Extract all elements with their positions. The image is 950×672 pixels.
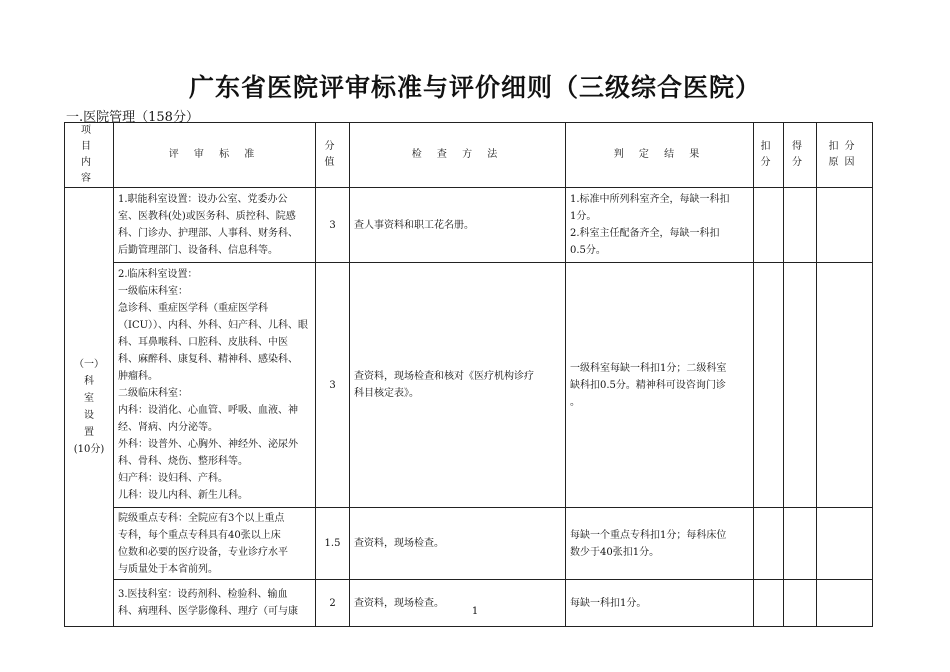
table-row bbox=[65, 580, 873, 627]
deduct-cell[interactable] bbox=[754, 508, 784, 580]
got-cell[interactable] bbox=[784, 263, 817, 508]
standard-cell: 1.职能科室设置：设办公室、党委办公 室、医教科(处)或医务科、质控科、院感 科、门诊办、护理部、人事科、财务科、 后勤管理部门、设备科、信息科等。 bbox=[114, 188, 316, 263]
method-cell: 查资料，现场检查和核对《医疗机构诊疗 科目核定表》。 bbox=[350, 263, 566, 508]
category-cell: （一） 科 室 设 置 (10分) bbox=[65, 188, 114, 627]
page-number: 1 bbox=[471, 606, 479, 617]
got-cell[interactable] bbox=[784, 580, 817, 627]
reason-cell[interactable] bbox=[817, 263, 873, 508]
got-cell[interactable] bbox=[784, 508, 817, 580]
section-heading: 一.医院管理（158分） bbox=[66, 110, 199, 125]
score-cell: 1.5 bbox=[316, 508, 350, 580]
document-title: 广东省医院评审标准与评价细则（三级综合医院） bbox=[188, 73, 761, 102]
header-item: 项 目 内 容 bbox=[65, 123, 114, 188]
result-cell: 一级科室每缺一科扣1分；二级科室 缺科扣0.5分。精神科可设咨询门诊 。 bbox=[566, 263, 754, 508]
result-cell: 每缺一个重点专科扣1分；每科床位 数少于40张扣1分。 bbox=[566, 508, 754, 580]
score-cell: 3 bbox=[316, 188, 350, 263]
standard-cell: 3.医技科室：设药剂科、检验科、输血 科、病理科、医学影像科、理疗（可与康 bbox=[114, 580, 316, 627]
deduct-cell[interactable] bbox=[754, 188, 784, 263]
score-cell: 3 bbox=[316, 263, 350, 508]
header-got: 得 分 bbox=[784, 123, 817, 188]
result-cell: 1.标准中所列科室齐全，每缺一科扣 1分。 2.科室主任配备齐全，每缺一科扣 0.5分。 bbox=[566, 188, 754, 263]
deduct-cell[interactable] bbox=[754, 263, 784, 508]
table-row bbox=[65, 508, 873, 580]
reason-cell[interactable] bbox=[817, 580, 873, 627]
got-cell[interactable] bbox=[784, 188, 817, 263]
result-cell: 每缺一科扣1分。 bbox=[566, 580, 754, 627]
header-standard: 评 审 标 准 bbox=[114, 123, 316, 188]
evaluation-table bbox=[64, 122, 873, 627]
header-row bbox=[65, 123, 873, 188]
header-result: 判 定 结 果 bbox=[566, 123, 754, 188]
method-cell: 查资料，现场检查。 bbox=[350, 580, 566, 627]
deduct-cell[interactable] bbox=[754, 580, 784, 627]
header-reason: 扣分 原因 bbox=[817, 123, 873, 188]
method-cell: 查人事资料和职工花名册。 bbox=[350, 188, 566, 263]
table-row bbox=[65, 263, 873, 508]
header-score: 分 值 bbox=[316, 123, 350, 188]
reason-cell[interactable] bbox=[817, 188, 873, 263]
header-method: 检 查 方 法 bbox=[350, 123, 566, 188]
reason-cell[interactable] bbox=[817, 508, 873, 580]
score-cell: 2 bbox=[316, 580, 350, 627]
table-row bbox=[65, 188, 873, 263]
standard-cell: 2.临床科室设置： 一级临床科室： 急诊科、重症医学科（重症医学科 （ICU））、内科、外科、妇产科、儿科、眼 科、耳鼻喉科、口腔科、皮肤科、中医 科、麻醉科、康复科、精神科、感染科、 肿瘤科。 二级临床科室： 内科：设消化、心血管、呼吸、血液、神 经、肾病、内分泌等。 外科：设普外、心胸外、神经外、泌尿外 科、骨科、烧伤、整形科等。 妇产科：设妇科、产科。 儿科：设儿内科、新生儿科。 bbox=[114, 263, 316, 508]
header-deduct: 扣 分 bbox=[754, 123, 784, 188]
method-cell: 查资料，现场检查。 bbox=[350, 508, 566, 580]
standard-cell: 院级重点专科：全院应有3个以上重点 专科，每个重点专科具有40张以上床 位数和必要的医疗设备，专业诊疗水平 与质量处于本省前列。 bbox=[114, 508, 316, 580]
